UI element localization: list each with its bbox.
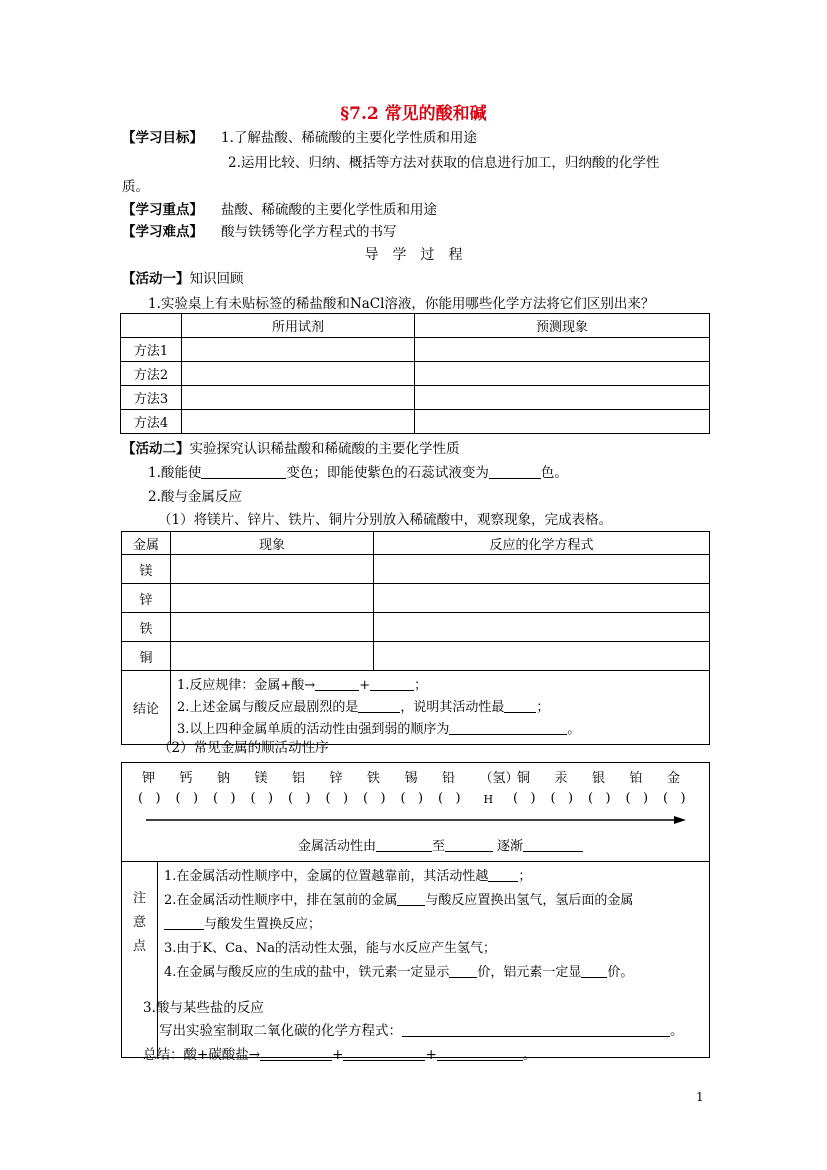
q3-text: 写出实验室制取二氧化碳的化学方程式： (159, 1023, 402, 1039)
note-2-blank-2[interactable] (164, 916, 204, 930)
conclusion-1-plus: + (359, 677, 371, 693)
process-heading: 导 学 过 程 (364, 247, 463, 263)
page-number: 1 (696, 1090, 704, 1104)
q1-blank-2[interactable] (489, 465, 541, 479)
note-2-blank-1[interactable] (397, 892, 425, 906)
activity-series-metal: 钾 (142, 771, 156, 786)
conclusion-3-text-a: 3.以上四种金属单质的活动性由强到弱的顺序为 (177, 721, 450, 737)
activity-series-metal: 镁 (254, 771, 268, 786)
goals-label-line (122, 130, 477, 146)
metal-name: 镁 (122, 555, 171, 584)
metal-name: 铁 (122, 613, 171, 642)
note-2-text-b: 与酸反应置换出氢气，氢后面的金属 (425, 893, 634, 908)
conclusion-1-end: ； (414, 677, 428, 693)
q3-line (159, 1023, 684, 1039)
phenomenon-cell[interactable] (415, 338, 710, 362)
symbol-blank-parentheses[interactable]: ( ) (288, 791, 311, 806)
conclusion-3 (177, 719, 705, 741)
focus-line (122, 202, 437, 218)
conclusion-cell (171, 671, 710, 745)
conclusion-2 (177, 697, 705, 719)
note-3: 3.由于K、Ca、Na的活动性太强，能与水反应产生氢气； (164, 941, 496, 956)
table-row (122, 532, 710, 555)
phenomenon-cell[interactable] (171, 555, 374, 584)
trend-blank-2[interactable] (445, 838, 493, 852)
metal-header: 金属 (122, 532, 171, 555)
method-label: 方法3 (121, 386, 182, 410)
equation-header: 反应的化学方程式 (374, 532, 710, 555)
symbol-blank-parentheses[interactable]: ( ) (325, 791, 349, 806)
conclusion-1-text-a: 1.反应规律：金属+酸→ (177, 677, 316, 693)
goals-item-2a: 2.运用比较、归纳、概括等方法对获取的信息进行加工，归纳酸的化学性 (228, 155, 660, 171)
conclusion-1-blank-1[interactable] (315, 677, 359, 691)
table-row (122, 584, 710, 613)
symbol-blank-parentheses[interactable]: ( ) (138, 791, 161, 806)
phenomenon-cell[interactable] (171, 642, 374, 671)
methods-header-reagent: 所用试剂 (182, 314, 415, 338)
note-4 (164, 961, 633, 985)
symbol-blank-parentheses[interactable]: ( ) (550, 791, 574, 806)
q3-heading: 3.酸与某些盐的反应 (143, 1000, 264, 1016)
symbol-blank-parentheses[interactable]: ( ) (513, 791, 536, 806)
note-1-blank[interactable] (488, 868, 518, 882)
activity-series-metal: 锌 (329, 771, 343, 786)
phenomenon-cell[interactable] (415, 362, 710, 386)
goals-label: 【学习目标】 (122, 130, 203, 146)
symbol-blank-parentheses[interactable]: ( ) (363, 791, 386, 806)
activity-series-metal: 锡 (404, 771, 418, 786)
trend-text-a: 金属活动性由 (298, 839, 377, 854)
difficulty-line (122, 224, 397, 240)
reagent-cell[interactable] (182, 362, 415, 386)
q1-text-a: 1.酸能使 (148, 465, 202, 481)
table-row (121, 362, 710, 386)
phenomenon-cell[interactable] (415, 386, 710, 410)
phenomenon-header: 现象 (171, 532, 374, 555)
table-row (121, 314, 710, 338)
table-row (121, 386, 710, 410)
conclusion-1-blank-2[interactable] (370, 677, 414, 691)
activity-series-metal: 铂 (629, 771, 643, 786)
symbol-blank-parentheses[interactable]: ( ) (663, 791, 686, 806)
trend-text-b: 至 (432, 839, 446, 854)
difficulty-label: 【学习难点】 (122, 224, 203, 240)
reagent-cell[interactable] (182, 338, 415, 362)
phenomenon-cell[interactable] (415, 410, 710, 434)
activity-series-metal: 银 (592, 771, 606, 786)
table-row (121, 338, 710, 362)
q2-heading: 2.酸与金属反应 (148, 489, 242, 505)
page-title: §7.2 常见的酸和碱 (340, 104, 487, 124)
activity-series-metal: 钠 (217, 771, 231, 786)
table-row (121, 410, 710, 434)
phenomenon-cell[interactable] (171, 584, 374, 613)
methods-header-phenomenon: 预测现象 (415, 314, 710, 338)
table-row (122, 555, 710, 584)
activity-trend-line (298, 835, 583, 854)
symbol-blank-parentheses[interactable]: ( ) (250, 791, 274, 806)
summary-blank-3[interactable] (437, 1047, 523, 1061)
activity1-line (122, 271, 244, 287)
note-4-text-b: 价，铝元素一定显 (477, 965, 582, 980)
goals-item-2b: 质。 (122, 179, 149, 195)
summary-line (143, 1047, 536, 1063)
q1-text-b: 变色；即能使紫色的石蕊试液变为 (286, 465, 489, 481)
note-4-text-a: 4.在金属与酸反应的生成的盐中，铁元素一定显示 (164, 965, 450, 980)
metal-reaction-table (121, 531, 710, 745)
activity-series-metal: 铅 (442, 771, 456, 786)
conclusion-2-text-b: ，说明其活动性最 (400, 699, 505, 715)
table-row (122, 671, 710, 745)
note-1-text: 1.在金属活动性顺序中，金属的位置越靠前，其活动性越 (164, 869, 489, 884)
equation-cell[interactable] (374, 555, 710, 584)
trend-text-c: 逐渐 (497, 839, 524, 854)
activity-series-metal: 钙 (179, 771, 193, 786)
note-2 (164, 889, 633, 913)
conclusion-2-text-a: 2.上述金属与酸反应最剧烈的是 (177, 699, 359, 715)
goals-item-1: 1.了解盐酸、稀硫酸的主要化学性质和用途 (221, 130, 477, 146)
metal-name: 锌 (122, 584, 171, 613)
q3-end: 。 (670, 1023, 684, 1039)
focus-label: 【学习重点】 (122, 202, 203, 218)
note-2-cont (164, 913, 633, 937)
activity2-line (122, 441, 460, 457)
conclusion-3-end: 。 (567, 721, 581, 737)
conclusion-label: 结论 (122, 671, 171, 745)
conclusion-2-blank-2[interactable] (504, 699, 536, 713)
equation-cell[interactable] (374, 642, 710, 671)
note-1 (164, 865, 633, 889)
phenomenon-cell[interactable] (171, 613, 374, 642)
q2-sub2: （2）常见金属的顺活动性序 (158, 740, 329, 756)
reagent-cell[interactable] (182, 410, 415, 434)
summary-blank-1[interactable] (260, 1047, 332, 1061)
table-row (122, 642, 710, 671)
note-4-blank-2[interactable] (581, 964, 607, 978)
activity-series-metal: （氢） (479, 771, 519, 786)
note-2-text-a: 2.在金属活动性顺序中，排在氢前的金属 (164, 893, 398, 908)
conclusion-2-blank-1[interactable] (358, 699, 400, 713)
hydrogen-symbol: H (483, 793, 494, 806)
activity-series-metal: 金 (667, 771, 681, 786)
activity1-title: 知识回顾 (189, 271, 244, 287)
method-label: 方法4 (121, 410, 182, 434)
notes-label-char: 意 (132, 915, 146, 930)
conclusion-3-blank[interactable] (449, 721, 567, 735)
symbol-blank-parentheses[interactable]: ( ) (213, 791, 236, 806)
activity-series-metal: 汞 (554, 771, 568, 786)
symbol-blank-parentheses[interactable]: ( ) (588, 791, 611, 806)
summary-plus-1: + (332, 1047, 344, 1063)
table-row (122, 613, 710, 642)
q1-line (148, 465, 568, 481)
note-4-end: 价。 (607, 965, 634, 980)
symbol-blank-parentheses[interactable]: ( ) (400, 791, 424, 806)
summary-plus-2: + (425, 1047, 437, 1063)
q1-text-c: 色。 (540, 465, 568, 481)
summary-end: 。 (522, 1047, 537, 1063)
notes-label (122, 887, 157, 959)
method-label: 方法1 (121, 338, 182, 362)
activity1-label: 【活动一】 (122, 271, 190, 287)
notes-label-char: 注 (132, 891, 146, 906)
note-1-end: ； (518, 869, 532, 884)
notes-label-char: 点 (132, 939, 146, 954)
series-divider (122, 861, 709, 862)
equation-cell[interactable] (374, 613, 710, 642)
symbol-blank-parentheses[interactable]: ( ) (438, 791, 461, 806)
difficulty-text: 酸与铁锈等化学方程式的书写 (221, 224, 397, 240)
note-4-blank-1[interactable] (449, 964, 477, 978)
activity-arrow-icon (146, 813, 686, 827)
trend-blank-3[interactable] (523, 838, 583, 852)
conclusion-1 (177, 675, 705, 697)
q1-blank-1[interactable] (201, 465, 286, 479)
activity2-label: 【活动二】 (122, 441, 190, 457)
symbol-blank-parentheses[interactable]: ( ) (625, 791, 649, 806)
methods-table (120, 313, 710, 434)
q2-sub1: （1）将镁片、锌片、铁片、铜片分别放入稀硫酸中，观察现象，完成表格。 (158, 512, 613, 528)
symbol-blank-parentheses[interactable]: ( ) (175, 791, 199, 806)
method-label: 方法2 (121, 362, 182, 386)
note-2-text-c: 与酸发生置换反应； (204, 917, 322, 932)
activity1-question: 1.实验桌上有未贴标签的稀盐酸和NaCl溶液，你能用哪些化学方法将它们区别出来？ (148, 296, 655, 312)
reagent-cell[interactable] (182, 386, 415, 410)
activity-series-metal: 铁 (367, 771, 381, 786)
focus-text: 盐酸、稀硫酸的主要化学性质和用途 (221, 202, 437, 218)
methods-header-empty (121, 314, 182, 338)
activity2-title: 实验探究认识稀盐酸和稀硫酸的主要化学性质 (189, 441, 460, 457)
q3-blank[interactable] (402, 1023, 670, 1037)
metal-name: 铜 (122, 642, 171, 671)
activity-series-metal: 铝 (292, 771, 306, 786)
notes-content (164, 865, 633, 985)
trend-blank-1[interactable] (376, 838, 432, 852)
notes-divider (157, 861, 158, 1057)
summary-blank-2[interactable] (343, 1047, 425, 1061)
summary-text: 总结：酸+碳酸盐→ (143, 1047, 261, 1063)
conclusion-2-end: ； (536, 699, 550, 715)
equation-cell[interactable] (374, 584, 710, 613)
activity-series-metal: 铜 (517, 771, 531, 786)
